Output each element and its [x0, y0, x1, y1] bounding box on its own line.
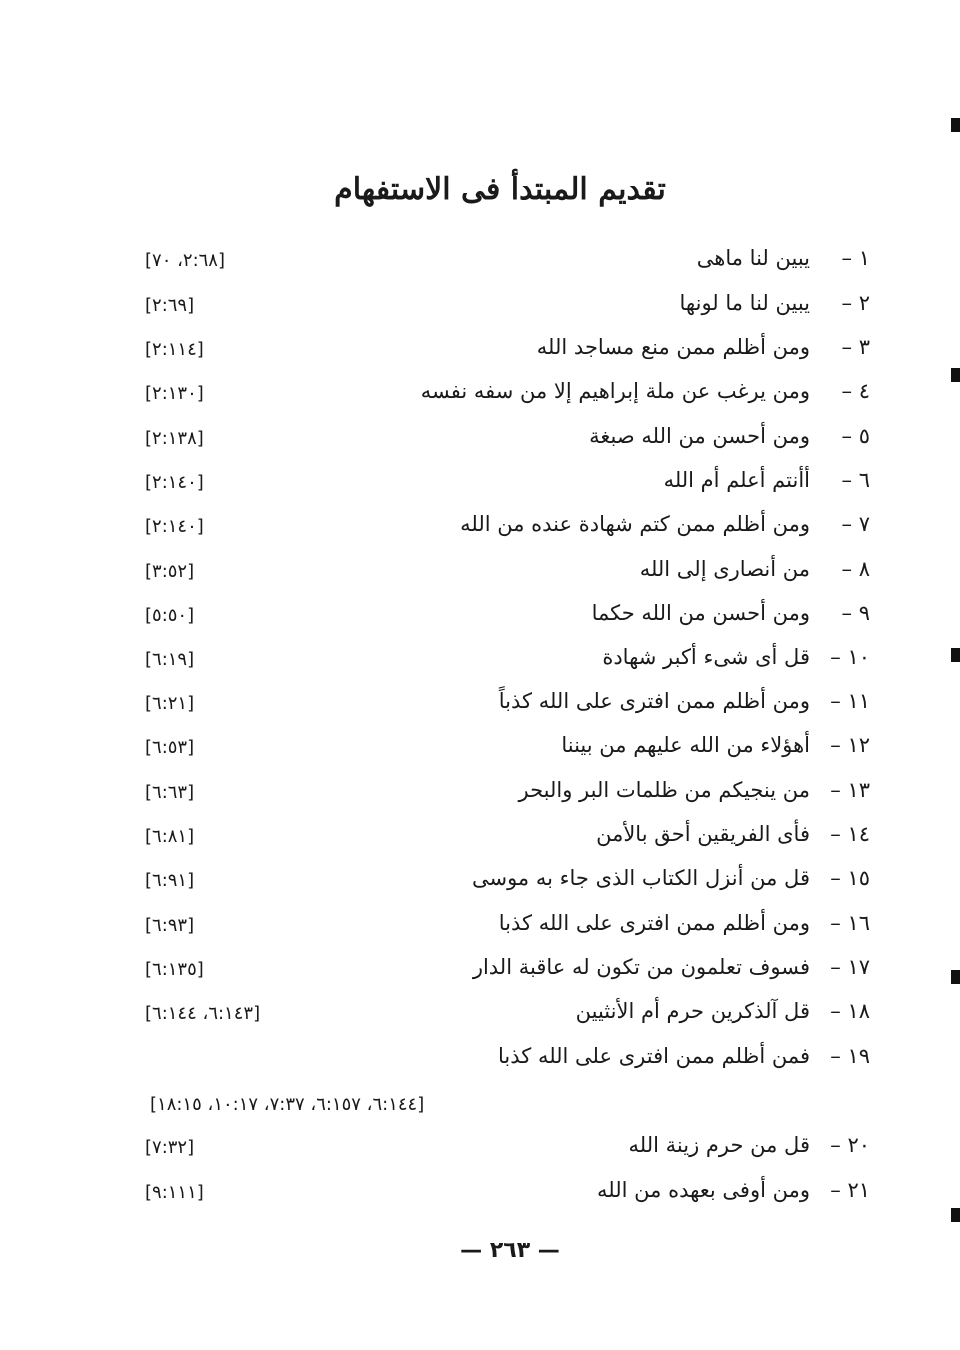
- entry-number: ٨ –: [841, 557, 870, 581]
- list-item: [0, 862, 960, 906]
- entry-number: ٢ –: [841, 291, 870, 315]
- entry-text: يبين لنا ما لونها: [679, 291, 810, 315]
- entry-number: ١٤ –: [830, 822, 870, 846]
- entry-reference: [٣:٥٢]: [145, 561, 195, 582]
- entry-reference: [٦:٨١]: [145, 826, 195, 847]
- list-item: [0, 818, 960, 862]
- entry-text: قل من حرم زينة الله: [628, 1133, 810, 1157]
- entry-reference: [٦:١٤٣، ٦:١٤٤]: [145, 1003, 261, 1024]
- list-item: [0, 774, 960, 818]
- entry-number: ١٨ –: [830, 999, 870, 1023]
- list-item: [0, 331, 960, 375]
- entry-number: ٤ –: [841, 379, 870, 403]
- entry-reference: [٥:٥٠]: [145, 605, 195, 626]
- list-item: [0, 597, 960, 641]
- entry-reference: [٢:١٣٨]: [145, 428, 204, 449]
- margin-mark: [951, 970, 960, 984]
- entry-reference: [٢:٦٨، ٧٠]: [145, 250, 226, 271]
- entry-reference: [٩:١١١]: [145, 1182, 204, 1203]
- entry-text: فسوف تعلمون من تكون له عاقبة الدار: [472, 955, 810, 979]
- entry-reference: [٦:١٣٥]: [145, 959, 204, 980]
- entry-number: ١٩ –: [830, 1044, 870, 1068]
- entry-number: ١٧ –: [830, 955, 870, 979]
- entry-reference: [٦:٦٣]: [145, 782, 195, 803]
- entry-number: ١٢ –: [830, 733, 870, 757]
- entry-text: أأنتم أعلم أم الله: [663, 468, 810, 492]
- entry-text: ومن يرغب عن ملة إبراهيم إلا من سفه نفسه: [420, 379, 810, 403]
- entry-reference: [٦:٥٣]: [145, 737, 195, 758]
- entry-number: ٦ –: [841, 468, 870, 492]
- entry-reference: [٢:١٤٠]: [145, 516, 204, 537]
- list-item: [0, 375, 960, 419]
- entry-reference: [٦:١٩]: [145, 649, 195, 670]
- page-title: تقديم المبتدأ فى الاستفهام: [334, 172, 666, 207]
- entry-number: ٢٠ –: [830, 1133, 870, 1157]
- entry-text: فمن أظلم ممن افترى على الله كذبا: [498, 1044, 810, 1068]
- entry-reference: [٧:٣٢]: [145, 1137, 195, 1158]
- list-item: [0, 907, 960, 951]
- entry-text: من أنصارى إلى الله: [639, 557, 810, 581]
- entry-number: ١٣ –: [830, 778, 870, 802]
- entry-reference: [٢:٦٩]: [145, 295, 195, 316]
- entry-reference: [٢:١٣٠]: [145, 383, 204, 404]
- entry-text: ومن أظلم ممن منع مساجد الله: [536, 335, 810, 359]
- entry-text: ومن أحسن من الله صبغة: [589, 424, 810, 448]
- list-item: [0, 464, 960, 508]
- entry-text: ومن أحسن من الله حكما: [591, 601, 810, 625]
- margin-mark: [951, 648, 960, 662]
- entry-text: ومن أوفى بعهده من الله: [597, 1178, 810, 1202]
- entry-number: ٢١ –: [830, 1178, 870, 1202]
- entry-text: فأى الفريقين أحق بالأمن: [596, 822, 810, 846]
- entry-number: ٣ –: [841, 335, 870, 359]
- entry-reference: [٦:٢١]: [145, 693, 195, 714]
- list-item: [0, 420, 960, 464]
- entry-text: قل آلذكرين حرم أم الأنثيين: [575, 999, 810, 1023]
- entry-text: قل أى شىء أكبر شهادة: [602, 645, 810, 669]
- entry-number: ٧ –: [841, 512, 870, 536]
- margin-mark: [951, 1208, 960, 1222]
- list-item: [0, 641, 960, 685]
- entry-text: من ينجيكم من ظلمات البر والبحر: [518, 778, 810, 802]
- entry-text: يبين لنا ماهى: [696, 246, 810, 270]
- entry-text: أهؤلاء من الله عليهم من بيننا: [561, 733, 810, 757]
- entry-19-reference: [٦:١٤٤، ٦:١٥٧، ٧:٣٧، ١٠:١٧، ١٨:١٥]: [150, 1094, 425, 1115]
- entry-text: قل من أنزل الكتاب الذى جاء به موسى: [471, 866, 810, 890]
- margin-mark: [951, 118, 960, 132]
- entry-number: ٩ –: [841, 601, 870, 625]
- list-item: [0, 1040, 960, 1084]
- entry-reference: [٦:٩١]: [145, 870, 195, 891]
- entry-number: ١٥ –: [830, 866, 870, 890]
- list-item: [0, 242, 960, 286]
- list-item: [0, 995, 960, 1039]
- entry-reference: [٢:١٤٠]: [145, 472, 204, 493]
- entry-text: ومن أظلم ممن كتم شهادة عنده من الله: [460, 512, 810, 536]
- list-item: [0, 553, 960, 597]
- entry-text: ومن أظلم ممن افترى على الله كذباً: [498, 689, 810, 713]
- entry-reference: [٦:٩٣]: [145, 915, 195, 936]
- entry-reference: [٢:١١٤]: [145, 339, 204, 360]
- entry-text: ومن أظلم ممن افترى على الله كذبا: [498, 911, 810, 935]
- entry-number: ٥ –: [841, 424, 870, 448]
- entry-number: ١١ –: [830, 689, 870, 713]
- list-item: [0, 508, 960, 552]
- entry-number: ١٠ –: [830, 645, 870, 669]
- entry-number: ١ –: [841, 246, 870, 270]
- list-item: [0, 729, 960, 773]
- entry-number: ١٦ –: [830, 911, 870, 935]
- margin-mark: [951, 368, 960, 382]
- list-item: [0, 951, 960, 995]
- list-item: [0, 1174, 960, 1218]
- list-item: [0, 1129, 960, 1173]
- list-item: [0, 685, 960, 729]
- page-number: — ٢٦٣ —: [460, 1238, 560, 1263]
- list-item: [0, 287, 960, 331]
